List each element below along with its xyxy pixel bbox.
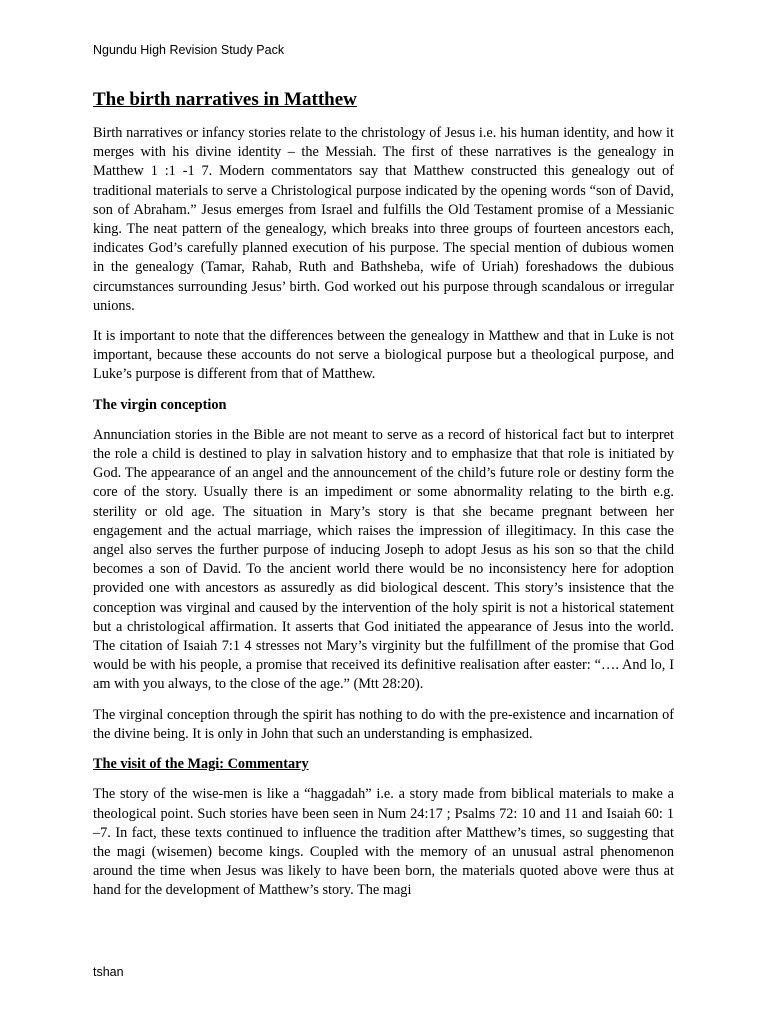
paragraph-genealogy-differences: It is important to note that the differences between the genealogy in Matthew and that in Luke is not important, because these accounts do not serve a biological purpose but a theological purpose, and Luke’s purpose is different from that of Matthew. <box>93 328 674 383</box>
paragraph-virginal-conception: The virginal conception through the spirit has nothing to do with the pre-existence and incarnation of the divine being. It is only in John that such an understanding is emphasized. <box>93 706 674 742</box>
document-body <box>93 88 674 912</box>
paragraph-birth-narratives: Birth narratives or infancy stories relate to the christology of Jesus i.e. his human identity, and how it merges with his divine identity – the Messiah. The first of these narratives is the genealogy in Matthew 1 :1 -1 7. Modern commentators say that Matthew constructed this genealogy out of traditional materials to serve a Christological purpose indicated by the opening words “son of David, son of Abraham.” Jesus emerges from Israel and fulfills the Old Testament promise of a Messianic king. The neat pattern of the genealogy, which breaks into three groups of fourteen ancestors each, indicates God’s carefully planned execution of his purpose. The special mention of dubious women in the genealogy (Tamar, Rahab, Ruth and Bathsheba, wife of Uriah) foreshadows the dubious circumstances surrounding Jesus’ birth. God worked out his purpose through scandalous or irregular unions. <box>93 125 674 314</box>
page-footer: tshan <box>93 965 124 979</box>
heading-visit-of-magi: The visit of the Magi: Commentary <box>93 756 309 773</box>
page-header: Ngundu High Revision Study Pack <box>93 43 285 57</box>
heading-virgin-conception: The virgin conception <box>93 396 227 413</box>
page-title: The birth narratives in Matthew <box>93 89 357 110</box>
paragraph-wise-men: The story of the wise-men is like a “haggadah” i.e. a story made from biblical materials to make a theological point. Such stories have been seen in Num 24:17 ; Psalms 72: 10 and 11 and Isaiah 60: 1 –7. In fact, these texts continued to influence the tradition after Matthew’s times, so suggesting that the magi (wisemen) become kings. Coupled with the memory of an unusual astral phenomenon around the time when Jesus was likely to have been born, the materials quoted above were thus at hand for the development of Matthew’s story. The magi <box>93 786 674 899</box>
paragraph-annunciation: Annunciation stories in the Bible are not meant to serve as a record of historical fact but to interpret the role a child is destined to play in salvation history and to emphasize that that role is initiated by God. The appearance of an angel and the announcement of the child’s future role or destiny form the core of the story. Usually there is an impediment or some abnormality relating to the birth e.g. sterility or old age. The situation in Mary’s story is that she became pregnant between her engagement and the actual marriage, which raises the impression of illegitimacy. In this case the angel also serves the further purpose of inducing Joseph to adopt Jesus as his son so that the child becomes a son of David. To the ancient world there would be no inconsistency here for adoption provided one with ancestors as assuredly as did biological descent. This story’s insistence that the conception was virginal and caused by the intervention of the holy spirit is not a historical statement but a christological affirmation. It asserts that God initiated the appearance of Jesus into the world. The citation of Isaiah 7:1 4 stresses not Mary’s virginity but the fulfillment of the promise that God would be with his people, a promise that received its definitive realisation after easter: “…. And lo, I am with you always, to the close of the age.” (Mtt 28:20). <box>93 426 674 693</box>
